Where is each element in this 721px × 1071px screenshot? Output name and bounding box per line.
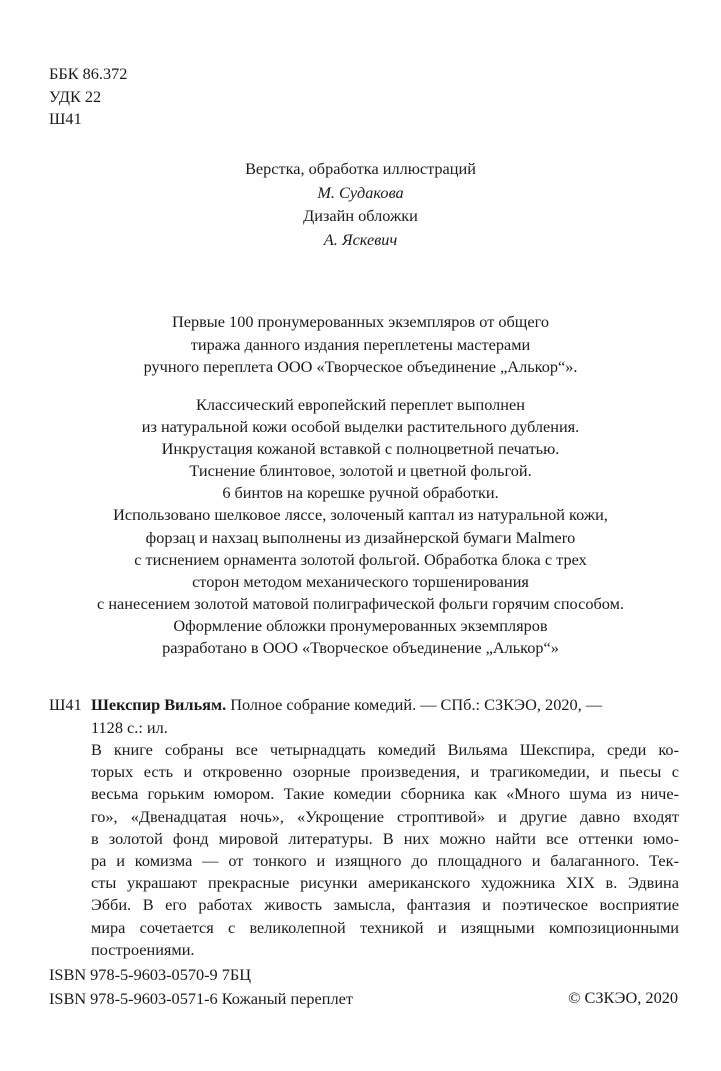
abstract-line: ра и комизма — от тонкого и изящного до площадного и балаганного. Тек- (91, 850, 679, 870)
binding-line: с нанесением золотой матовой полиграфической фольги горячим способом. (97, 593, 624, 613)
edition-note (0, 311, 721, 379)
isbn-line: ISBN 978-5-9603-0570-9 7БЦ (49, 965, 251, 984)
edition-line: ручного переплета ООО «Творческое объединение „Алькор“». (143, 357, 578, 376)
binding-line: разработано в ООО «Творческое объединение „Алькор“» (162, 638, 559, 658)
book-abstract (91, 739, 679, 961)
edition-line: тиража данного издания переплетены мастерами (190, 334, 531, 354)
binding-line: 6 бинтов на корешке ручной обработки. (222, 483, 499, 503)
abstract-line: В книге собраны все четырнадцать комедий Вильяма Шекспира, среди ко- (91, 740, 679, 759)
binding-line: Классический европейский переплет выполнен (196, 395, 525, 414)
isbn-block (49, 964, 353, 1011)
record-title: Полное собрание комедий. — СПб.: СЗКЭО, 2020, — (230, 695, 603, 714)
record-pages: 1128 с.: ил. (91, 717, 168, 737)
binding-line: Использовано шелковое ляссе, золоченый каптал из натуральной кожи, (113, 505, 608, 525)
abstract-line: го», «Двенадцатая ночь», «Укрощение строптивой» и другие давно входят (91, 806, 679, 826)
author-mark: Ш41 (49, 109, 82, 128)
record-heading (91, 694, 681, 716)
abstract-line: Эбби. В его работах живость замысла, фантазия и поэтическое восприятие (91, 895, 679, 915)
credits-block (0, 158, 721, 252)
layout-credit-label: Верстка, обработка иллюстраций (245, 159, 476, 178)
layout-credit-name: М. Судакова (317, 182, 404, 202)
record-author: Шекспир Вильям. (91, 695, 227, 714)
abstract-line: построениями. (91, 939, 195, 959)
abstract-line: в золотой фонд мировой литературы. В них можно найти все оттенки юмо- (91, 828, 679, 848)
abstract-line: торых есть и откровенно озорные произведения, и трагикомедии, и пьесы с (91, 762, 679, 782)
cover-credit-name: А. Яскевич (323, 229, 398, 249)
binding-note (0, 394, 721, 659)
record-code: Ш41 (49, 695, 82, 714)
udk-code: УДК 22 (49, 86, 102, 106)
binding-line: форзац и нахзац выполнены из дизайнерской бумаги Malmero (145, 527, 576, 547)
binding-line: с тиснением орнамента золотой фольгой. Обработка блока с трех (134, 549, 587, 569)
binding-line: сторон методом механического торшенирования (192, 571, 529, 591)
abstract-line: мира сочетается с великолепной техникой и изящными композиционными (91, 917, 679, 937)
isbn-line: ISBN 978-5-9603-0571-6 Кожаный переплет (49, 988, 353, 1008)
binding-line: Оформление обложки пронумерованных экземпляров (173, 615, 548, 635)
bbk-code: ББК 86.372 (49, 64, 128, 83)
binding-line: из натуральной кожи особой выделки растительного дубления. (141, 417, 580, 437)
abstract-line: весьма горьким юмором. Такие комедии сборника как «Много шума из ниче- (91, 784, 679, 804)
binding-line: Тиснение блинтовое, золотой и цветной фольгой. (189, 461, 532, 481)
edition-line: Первые 100 пронумерованных экземпляров от общего (172, 312, 549, 331)
binding-line: Инкрустация кожаной вставкой с полноцветной печатью. (161, 439, 560, 459)
copyright-notice: © СЗКЭО, 2020 (568, 988, 678, 1007)
classification-codes (49, 63, 127, 131)
abstract-line: сты украшают прекрасные рисунки американского художника XIX в. Эдвина (91, 873, 679, 893)
cover-credit-label: Дизайн обложки (303, 206, 418, 225)
